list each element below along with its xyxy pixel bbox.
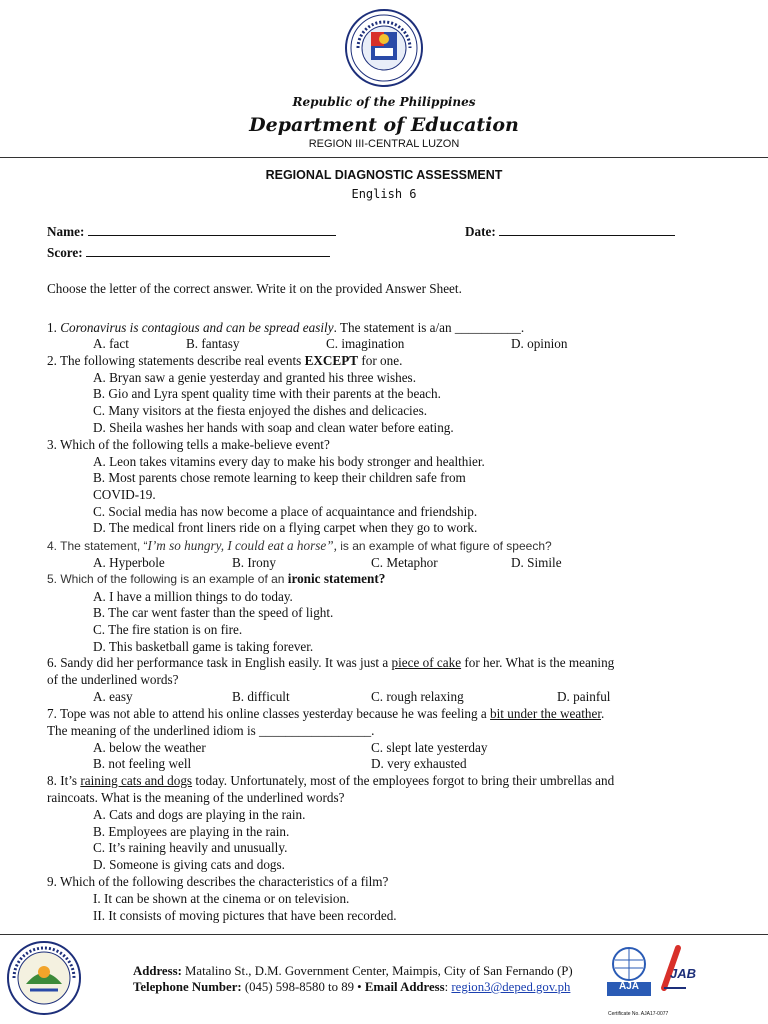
q6-option-b[interactable]: B. difficult [232,689,290,704]
email-label: Email Address [364,980,445,994]
q8-pre: 8. It’s [47,773,81,788]
score-field[interactable] [47,244,330,261]
q1-option-d[interactable]: D. opinion [511,336,568,351]
aja-logo [603,944,655,1012]
q1-rest: . The statement is a/an __________. [333,320,525,335]
q4-option-d[interactable]: D. Simile [511,555,562,570]
q5-option-d[interactable]: D. This basketball game is taking forever. [93,639,314,654]
q6-post: for her. What is the meaning [461,655,615,670]
department-title: Department of Education [249,114,519,136]
question-6 [47,655,614,671]
q1-option-c[interactable]: C. imagination [326,336,405,351]
address-label: Address: [133,964,182,978]
q9-statement-i: I. It can be shown at the cinema or on television. [93,891,350,906]
q6-underlined: piece of cake [391,655,462,670]
question-3: 3. Which of the following tells a make-believe event? [47,437,330,452]
q4-post: is an example of what figure of speech? [336,539,552,553]
date-field[interactable] [465,223,675,240]
q7-line2: The meaning of the underlined idiom is _________________. [47,723,375,738]
q2-option-c[interactable]: C. Many visitors at the fiesta enjoyed the dishes and delicacies. [93,403,427,418]
footer-divider [0,934,768,935]
question-8 [47,773,614,789]
q2-post: for one. [358,353,403,368]
question-7 [47,706,604,722]
q6-line2: of the underlined words? [47,672,179,687]
q4-pre: 4. The statement, “ [47,539,148,553]
address-value: Matalino St., D.M. Government Center, Maimpis, City of San Fernando (P) [181,964,573,978]
name-label: Name: [47,224,85,239]
q5-bold: ironic statement? [287,571,386,586]
aja-logo-text: AJA [618,981,639,992]
q5-option-b[interactable]: B. The car went faster than the speed of light. [93,605,334,620]
instructions: Choose the letter of the correct answer. Write it on the provided Answer Sheet. [47,281,462,296]
q3-option-b[interactable]: B. Most parents chose remote learning to keep their children safe from [93,470,466,485]
region-label: REGION III-CENTRAL LUZON [308,138,460,150]
question-4 [47,538,552,554]
q3-option-d[interactable]: D. The medical front liners ride on a flying carpet when they go to work. [93,520,478,535]
q3-option-c[interactable]: C. Social media has now become a place of acquaintance and friendship. [93,504,478,519]
jab-logo-text: JAB [670,966,697,981]
q1-option-b[interactable]: B. fantasy [186,336,240,351]
q6-option-a[interactable]: A. easy [93,689,133,704]
q5-option-c[interactable]: C. The fire station is on fire. [93,622,243,637]
assessment-title: REGIONAL DIAGNOSTIC ASSESSMENT [265,168,503,182]
score-label: Score: [47,245,83,260]
republic-line: Republic of the Philippines [292,95,476,109]
q6-option-c[interactable]: C. rough relaxing [371,689,464,704]
certificate-number: Certificate No. AJA17-0077 [608,1011,669,1017]
q4-italic: I’m so hungry, I could eat a horse”, [147,538,337,553]
phone-label: Telephone Number: [133,980,242,994]
date-label: Date: [465,224,496,239]
q4-option-a[interactable]: A. Hyperbole [93,555,165,570]
footer-contact: Telephone Number: (045) 598-8580 to 89 • Email Address: region3@deped.gov.ph [133,980,571,994]
jab-logo [656,944,696,1000]
q8-option-d[interactable]: D. Someone is giving cats and dogs. [93,857,285,872]
q8-option-c[interactable]: C. It’s raining heavily and unusually. [93,840,288,855]
q1-number: 1. [47,320,57,335]
q7-option-a[interactable]: A. below the weather [93,740,206,755]
phone-value: (045) 598-8580 to 89 • [241,980,365,994]
q6-pre: 6. Sandy did her performance task in English easily. It was just a [47,655,392,670]
footer-seal [6,940,82,1016]
deped-seal [344,8,424,88]
q2-option-a[interactable]: A. Bryan saw a genie yesterday and granted his three wishes. [93,370,416,385]
q8-underlined: raining cats and dogs [80,773,193,788]
q1-italic: Coronavirus is contagious and can be spread easily [60,320,334,335]
q3-option-b-cont: COVID-19. [93,487,156,502]
q8-post: today. Unfortunately, most of the employees forgot to bring their umbrellas and [192,773,615,788]
q2-bold: EXCEPT [304,353,359,368]
q2-pre: 2. The following statements describe real events [47,353,305,368]
q4-option-c[interactable]: C. Metaphor [371,555,438,570]
email-link[interactable]: region3@deped.gov.ph [451,980,571,994]
q7-option-d[interactable]: D. very exhausted [371,756,467,771]
q1-option-a[interactable]: A. fact [93,336,129,351]
question-9: 9. Which of the following describes the characteristics of a film? [47,874,389,889]
q6-option-d[interactable]: D. painful [557,689,611,704]
q8-line2: raincoats. What is the meaning of the underlined words? [47,790,345,805]
name-field[interactable] [47,223,336,240]
q7-pre: 7. Tope was not able to attend his online classes yesterday because he was feeling a [47,706,491,721]
q8-option-b[interactable]: B. Employees are playing in the rain. [93,824,290,839]
q7-underlined: bit under the weather [490,706,602,721]
q9-statement-ii: II. It consists of moving pictures that have been recorded. [93,908,397,923]
question-1 [47,320,524,336]
q7-option-b[interactable]: B. not feeling well [93,756,192,771]
question-5 [47,571,385,587]
q5-option-a[interactable]: A. I have a million things to do today. [93,589,293,604]
question-2 [47,353,402,369]
header-divider [0,157,768,158]
q2-option-d[interactable]: D. Sheila washes her hands with soap and clean water before eating. [93,420,454,435]
q8-option-a[interactable]: A. Cats and dogs are playing in the rain. [93,807,306,822]
q3-option-a[interactable]: A. Leon takes vitamins every day to make his body stronger and healthier. [93,454,485,469]
q7-post: . [601,706,605,721]
q4-option-b[interactable]: B. Irony [232,555,276,570]
footer-address [133,963,573,979]
q2-option-b[interactable]: B. Gio and Lyra spent quality time with their parents at the beach. [93,386,441,401]
subject-label: English 6 [351,187,417,201]
q7-option-c[interactable]: C. slept late yesterday [371,740,488,755]
q5-pre: 5. Which of the following is an example of an [47,572,288,586]
